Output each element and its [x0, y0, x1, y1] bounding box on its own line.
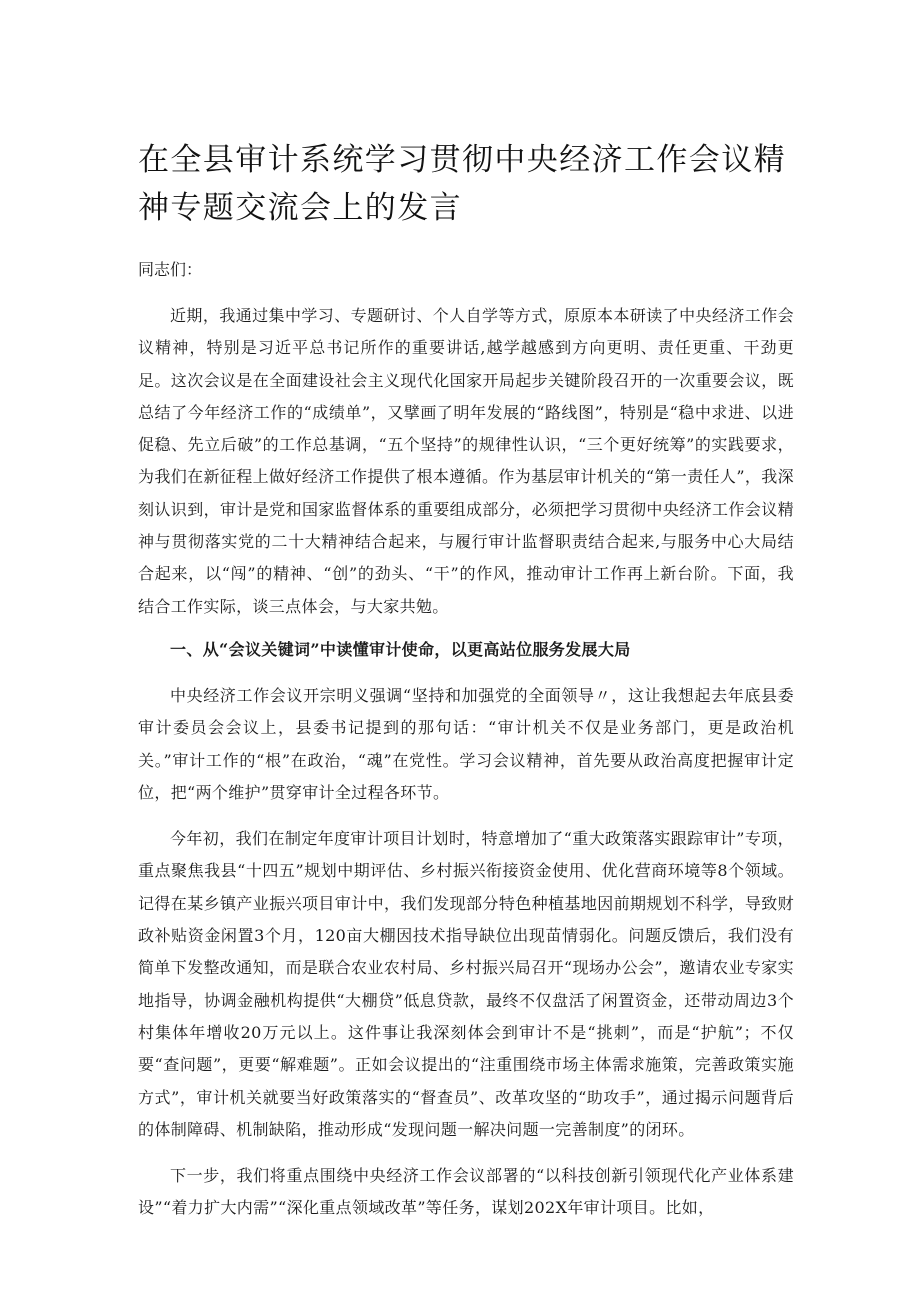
section1-paragraph-1: 中央经济工作会议开宗明义强调“坚持和加强党的全面领导〃，这让我想起去年底县委审计委员会会议上，县委书记提到的那句话：“审计机关不仅是业务部门，更是政治机关。”审计工作的“根”在政治，“魂”在党性。学习会议精神，首先要从政治高度把握审计定位，把“两个维护”贯穿审计全过程各环节。	[138, 685, 794, 802]
section1-paragraph-3: 下一步，我们将重点围绕中央经济工作会议部署的“以科技创新引领现代化产业体系建设”“着力扩大内需”“深化重点领域改革”等任务，谋划202X年审计项目。比如，	[138, 1166, 794, 1218]
intro-paragraph: 近期，我通过集中学习、专题研讨、个人自学等方式，原原本本研读了中央经济工作会议精神，特别是习近平总书记所作的重要讲话,越学越感到方向更明、责任更重、干劲更足。这次会议是在全面建设社会主义现代化国家开局起步关键阶段召开的一次重要会议，既总结了今年经济工作的“成绩单”，又擘画了明年发展的“路线图”，特别是“稳中求进、以进促稳、先立后破”的工作总基调，“五个坚持”的规律性认识，“三个更好统筹”的实践要求，为我们在新征程上做好经济工作提供了根本遵循。作为基层审计机关的“第一责任人”，我深刻认识到，审计是党和国家监督体系的重要组成部分，必须把学习贯彻中央经济工作会议精神与贯彻落实党的二十大精神结合起来，与履行审计监督职责结合起来,与服务中心大局结合起来，以“闯”的精神、“创”的劲头、“干”的作风，推动审计工作再上新台阶。下面，我结合工作实际，谈三点体会，与大家共勉。	[138, 306, 794, 616]
document-title: 在全县审计系统学习贯彻中央经济工作会议精神专题交流会上的发言	[138, 142, 786, 226]
section1-paragraph-2: 今年初，我们在制定年度审计项目计划时，特意增加了“重大政策落实跟踪审计”专项，重点聚焦我县“十四五”规划中期评估、乡村振兴衔接资金使用、优化营商环境等8个领域。记得在某乡镇产业振兴项目审计中，我们发现部分特色种植基地因前期规划不科学，导致财政补贴资金闲置3个月，120亩大棚因技术指导缺位出现苗情弱化。问题反馈后，我们没有简单下发整改通知，而是联合农业农村局、乡村振兴局召开“现场办公会”，邀请农业专家实地指导，协调金融机构提供“大棚贷”低息贷款，最终不仅盘活了闲置资金，还带动周边3个村集体年增收20万元以上。这件事让我深刻体会到审计不是“挑刺”，而是“护航”；不仅要“查问题”，更要“解难题”。正如会议提出的“注重围绕市场主体需求施策，完善政策实施方式”，审计机关就要当好政策落实的“督查员”、改革攻坚的“助攻手”，通过揭示问题背后的体制障碍、机制缺陷，推动形成“发现问题一解决问题一完善制度”的闭环。	[138, 829, 794, 1139]
document-page	[138, 0, 794, 1225]
greeting: 同志们：	[138, 260, 203, 279]
section-heading-1: 一、从“会议关键词”中读懂审计使命，以更高站位服务发展大局	[170, 639, 631, 659]
